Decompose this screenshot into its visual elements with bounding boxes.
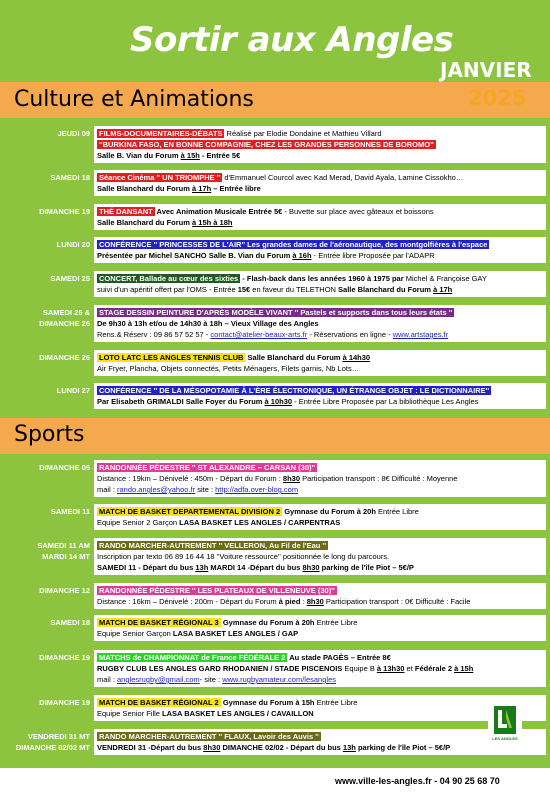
event-text: De 9h30 à 13h et/ou de 14h30 à 18h – Vieux Village des Angles <box>97 319 319 328</box>
event-text: Entrée Libre <box>314 618 358 627</box>
event-line <box>97 562 543 573</box>
event-line <box>97 617 543 628</box>
event-details <box>94 383 546 409</box>
event-link[interactable]: anglesrugby@gmail.com <box>117 675 200 684</box>
event-title-tag: ''BURKINA FASO, EN BONNE COMPAGNIE, CHEZ LES GRANDES PERSONNES DE BOROMO'' <box>99 140 434 149</box>
event-text: Equipe Senior Garçon <box>97 629 173 638</box>
event-text: LASA BASKET LES ANGLES / GAP <box>172 629 299 638</box>
event-title-tag: CONFÉRENCE '' PRINCESSES DE L'AIR'' Les grandes dames de l'aéronautique, des montgolfières à l'espace <box>99 240 488 249</box>
event-text: LASA BASKET LES ANGLES / CAVAILLON <box>162 709 314 718</box>
event-date-line: DIMANCHE 26 <box>39 353 90 362</box>
event-text: RUGBY CLUB LES ANGLES GARD RHODANIEN / STADE PISCENOIS <box>97 664 343 673</box>
event-time: 8h30 <box>203 743 221 752</box>
event-details <box>94 615 546 641</box>
culture-event-list <box>0 118 550 418</box>
event-line <box>97 462 543 473</box>
event-text: - Entrée Libre Proposée par La bibliothèque Les Angles <box>292 397 479 406</box>
event-text: Distance : 16km – Dénivelé : 200m - Départ du Forum <box>97 597 279 606</box>
event-text: suivi d'un apéritif offert par l'OMS - Entrée <box>97 285 238 294</box>
les-angles-logo <box>488 706 522 746</box>
event-title-tag: RANDO MARCHER-AUTREMENT '' VELLERON, Au Fil de l'Eau '' <box>99 541 326 550</box>
event-details <box>94 204 546 230</box>
event-line <box>97 742 543 753</box>
event-link[interactable]: http://adfa.over-blog.com <box>215 485 299 494</box>
event-text: Présentée par Michel SANCHO Salle B. Vian du Forum <box>97 251 293 260</box>
event-text: Par Elisabeth GRIMALDI Salle Foyer du Forum <box>97 397 265 406</box>
event-time: à 16h <box>292 251 312 260</box>
event-text: à pied <box>278 597 301 606</box>
event-title-tag: MATCH DE BASKET RÉGIONAL 2 <box>99 698 219 707</box>
event-text: Michel & Françoise GAY <box>405 274 487 283</box>
event-date-line: SAMEDI 18 <box>50 618 90 627</box>
event-date <box>0 652 90 663</box>
event-text: Entrée 5€ <box>248 207 283 216</box>
event-text: mail : <box>97 675 118 684</box>
event-line <box>97 506 543 517</box>
event-line <box>97 396 543 407</box>
event-line <box>97 172 543 183</box>
event-time: à 15h <box>180 151 200 160</box>
event-text: LASA BASKET LES ANGLES / CARPENTRAS <box>179 518 341 527</box>
month-label: JANVIER <box>440 58 532 82</box>
event-text: Réalisé par Elodie Dondaine et Mathieu Villard <box>224 129 382 138</box>
event-text: mail : <box>97 485 118 494</box>
event-time: à 15h à 18h <box>192 218 233 227</box>
event-details <box>94 126 546 163</box>
event-date-line: LUNDI 27 <box>56 386 90 395</box>
event-text: parking de l'île Piot – 5€/P <box>319 563 414 572</box>
section-banner-sports <box>0 418 550 454</box>
event-date-line: DIMANCHE 19 <box>39 698 90 707</box>
event-time: 8h30 <box>302 563 320 572</box>
event-time: 8h30 <box>282 474 301 483</box>
event-text: Gymnase du Forum à 20h <box>220 618 315 627</box>
event-text: Salle Blanchard du Forum <box>97 218 193 227</box>
logo-text: LES ANGLES <box>492 736 518 741</box>
event-line <box>97 352 543 363</box>
event-date <box>0 617 90 628</box>
event-text: Equipe B <box>342 664 377 673</box>
event-date-line: DIMANCHE 05 <box>39 463 90 472</box>
event-title-tag: RANDONNÉE PÉDESTRE '' ST ALEXANDRE – CARSAN (30)'' <box>99 463 316 472</box>
event-date-line: DIMANCHE 19 <box>39 207 90 216</box>
event-line <box>97 385 543 396</box>
event-text: : <box>300 597 307 606</box>
event-text: Participation transport : 8€ Difficulté : Moyenne <box>300 474 458 483</box>
event-time: 8h30 <box>306 597 324 606</box>
event-date-line: SAMEDI 18 <box>50 173 90 182</box>
event-title-tag: LOTO LATC LES ANGLES TENNIS CLUB <box>99 353 244 362</box>
event-title-tag: MATCHS de CHAMPIONNAT de France FÉDÉRALE 2 <box>99 653 286 662</box>
event-line <box>97 318 543 329</box>
event-text: - Entrée 5€ <box>199 151 241 160</box>
event-line <box>97 284 543 295</box>
page-title: Sortir aux Angles <box>130 20 454 60</box>
event-time: à 13h30 <box>376 664 405 673</box>
event-text: VENDREDI 31 -Départ du bus <box>97 743 204 752</box>
event-time: 13h <box>342 743 356 752</box>
event-title-tag: RANDONNÉE PÉDESTRE '' LES PLATEAUX DE VILLENEUVE (30)'' <box>99 586 335 595</box>
event-link[interactable]: www.artstages.fr <box>392 330 449 339</box>
event-line <box>97 484 543 495</box>
event-date <box>0 172 90 183</box>
footer-contact: www.ville-les-angles.fr - 04 90 25 68 70 <box>335 776 500 786</box>
event-text: DIMANCHE 02/02 - Départ du bus <box>220 743 343 752</box>
event-text: Participation transport : 0€ Difficulté : Facile <box>323 597 471 606</box>
event-text: en faveur du TELETHON <box>250 285 339 294</box>
event-line <box>97 239 543 250</box>
event-text: - Entrée libre Proposée par l'ADAPR <box>311 251 435 260</box>
event-time: à 14h30 <box>342 353 371 362</box>
event-text: Inscription par texto 06 89 16 44 18 ''Voiture ressource'' positionnée le long du parcours. <box>97 552 390 561</box>
event-time: à 15h <box>454 664 474 673</box>
event-time: à 10h30 <box>264 397 293 406</box>
event-text: Salle Blanchard du Forum <box>97 184 193 193</box>
event-title-tag: CONCERT, Ballade au cœur des sixties <box>99 274 239 283</box>
event-title-tag: STAGE DESSIN PEINTURE D'APRÈS MODÈLE VIVANT '' Pastels et supports dans tous leurs états '' <box>99 308 453 317</box>
event-date <box>0 206 90 217</box>
event-text: 15€ <box>237 285 251 294</box>
event-date-line: SAMEDI 11 <box>50 507 90 516</box>
event-details <box>94 729 546 755</box>
event-date <box>0 239 90 250</box>
event-line <box>97 596 543 607</box>
event-text: site : <box>195 485 216 494</box>
event-line <box>97 708 543 719</box>
footer-divider <box>0 764 550 768</box>
event-line <box>97 139 543 150</box>
event-text: Fédérale 2 <box>414 664 455 673</box>
event-time: à 17h <box>192 184 212 193</box>
event-date <box>0 585 90 596</box>
event-text: Equipe Senior Fille <box>97 709 163 718</box>
event-link[interactable]: contact@atelier-beaux-arts.fr <box>210 330 308 339</box>
event-text: Rens.& Réserv : 09 86 57 52 57 - <box>97 330 211 339</box>
event-text: Gymnase du Forum à 20h <box>282 507 376 516</box>
event-line <box>97 628 543 639</box>
event-text: - Réservations en ligne - <box>307 330 393 339</box>
event-line <box>97 585 543 596</box>
event-text: - site : <box>199 675 223 684</box>
event-title-tag: MATCH DE BASKET DEPARTEMENTAL DIVISION 2 <box>99 507 281 516</box>
event-date-line: DIMANCHE 26 <box>39 319 90 328</box>
event-time: à 17h <box>433 285 453 294</box>
event-line <box>97 363 543 374</box>
event-text: Entrée Libre <box>375 507 419 516</box>
event-text: Entrée Libre <box>314 698 358 707</box>
header-band <box>0 0 550 82</box>
event-line <box>97 697 543 708</box>
event-date-line: MARDI 14 MT <box>42 552 90 561</box>
event-text: parking de l'île Piot – 5€/P <box>355 743 451 752</box>
event-title-tag: CONFÉRENCE '' DE LA MÉSOPOTAMIE À L'ÈRE ÉLECTRONIQUE, UN ÉTRANGE OBJET : LE DICTIONNAIRE'' <box>99 386 490 395</box>
event-details <box>94 350 546 376</box>
event-title-tag: FILMS-DOCUMENTAIRES-DÉBATS <box>99 129 223 138</box>
event-text: d'Emmanuel Courcol avec Kad Merad, David Ayala, Lamine Cissokho… <box>222 173 464 182</box>
event-date <box>0 307 90 329</box>
event-line <box>97 652 543 663</box>
event-text: – Entrée libre <box>211 184 261 193</box>
event-date-line: SAMEDI 25 <box>50 274 90 283</box>
event-text: - Buvette sur place avec gâteaux et boissons <box>282 207 434 216</box>
event-text: Salle Blanchard du Forum <box>245 353 343 362</box>
event-line <box>97 183 543 194</box>
event-date-line: VENDREDI 31 MT <box>27 732 90 741</box>
event-date-line: DIMANCHE 19 <box>39 653 90 662</box>
event-text: - Flash-back dans les années 1960 à 1975 par <box>240 274 406 283</box>
event-line <box>97 731 543 742</box>
event-line <box>97 517 543 528</box>
sports-event-list <box>0 454 550 764</box>
event-details <box>94 538 546 575</box>
event-title-tag: THÉ DANSANT <box>99 207 153 216</box>
event-details <box>94 271 546 297</box>
event-line <box>97 663 543 674</box>
event-text: Air Fryer, Plancha, Objets connectés, Petits Ménagers, Filets garnis, Nb Lots… <box>97 364 360 373</box>
event-text: Distance : 19km – Dénivelé : 450m - Départ du Forum : <box>97 474 283 483</box>
event-date-line: LUNDI 20 <box>56 240 90 249</box>
event-text: Salle B. Vian du Forum <box>97 151 181 160</box>
event-details <box>94 305 546 342</box>
event-title-tag: Séance Cinéma '' UN TRIOMPHE '' <box>99 173 221 182</box>
event-details <box>94 170 546 196</box>
event-line <box>97 150 543 161</box>
event-date <box>0 352 90 363</box>
event-title-tag: MATCH DE BASKET RÉGIONAL 3 <box>99 618 219 627</box>
event-date <box>0 462 90 473</box>
event-text: Avec Animation Musicale <box>154 207 249 216</box>
event-line <box>97 329 543 340</box>
event-date <box>0 731 90 753</box>
event-date <box>0 506 90 517</box>
event-details <box>94 583 546 609</box>
event-details <box>94 237 546 263</box>
event-details <box>94 650 546 687</box>
event-line <box>97 206 543 217</box>
year-label: 2025 <box>468 86 527 110</box>
event-link[interactable]: rando.angles@yahoo.fr <box>117 485 196 494</box>
event-date-line: JEUDI 09 <box>57 129 90 138</box>
event-date-line: DIMANCHE 02/02 MT <box>15 743 90 752</box>
event-date-line: SAMEDI 25 & <box>42 308 90 317</box>
event-date-line: SAMEDI 11 AM <box>37 541 90 550</box>
event-line <box>97 250 543 261</box>
event-text: Equipe Senior 2 Garçon <box>97 518 180 527</box>
event-text: Gymnase du Forum à 15h <box>220 698 315 707</box>
event-line <box>97 551 543 562</box>
event-text: SAMEDI 11 - Départ du bus <box>97 563 196 572</box>
event-details <box>94 695 546 721</box>
event-date-line: DIMANCHE 12 <box>39 586 90 595</box>
event-line <box>97 217 543 228</box>
event-title-tag: RANDO MARCHER-AUTREMENT '' FLAUX, Lavoir des Auvis '' <box>99 732 319 741</box>
event-time: 13h <box>195 563 209 572</box>
event-line <box>97 674 543 685</box>
logo-mark-icon <box>494 706 516 734</box>
event-date <box>0 273 90 284</box>
event-date <box>0 128 90 139</box>
event-line <box>97 473 543 484</box>
footer <box>0 764 550 800</box>
event-link[interactable]: www.rugbyamateur.com/lesangles <box>222 675 336 684</box>
event-details <box>94 460 546 497</box>
event-line <box>97 128 543 139</box>
event-text: et <box>404 664 415 673</box>
event-line <box>97 273 543 284</box>
section-title-sports: Sports <box>14 422 85 447</box>
event-date <box>0 697 90 708</box>
event-line <box>97 307 543 318</box>
event-details <box>94 504 546 530</box>
event-text: Salle Blanchard du Forum <box>338 285 434 294</box>
event-text: MARDI 14 -Départ du bus <box>208 563 303 572</box>
section-title-culture: Culture et Animations <box>14 87 254 112</box>
event-line <box>97 540 543 551</box>
event-date <box>0 385 90 396</box>
event-text: Au stade PAGÈS – Entrée 8€ <box>287 653 391 662</box>
event-date <box>0 540 90 562</box>
